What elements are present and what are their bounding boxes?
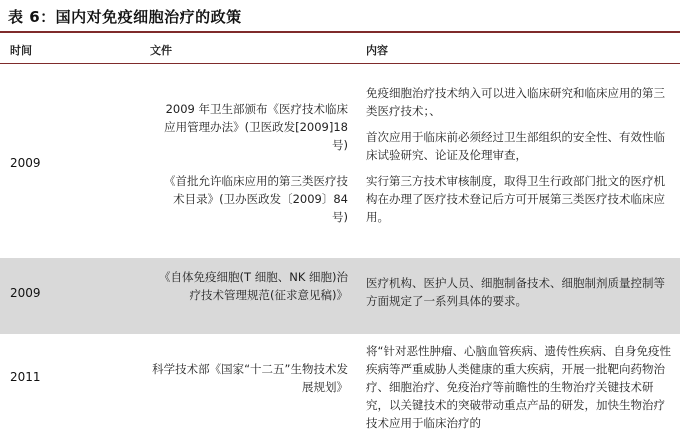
header-file: 文件 (150, 44, 172, 57)
table-row (0, 258, 680, 334)
header-time: 时间 (10, 44, 32, 57)
row-file (150, 268, 348, 304)
file-entry: 《自体免疫细胞(T 细胞、NK 细胞)治疗技术管理规范(征求意见稿)》 (159, 270, 348, 302)
file-entry: 《首批允许临床应用的第三类医疗技术目录》(卫办医政发〔2009〕84 号) (164, 174, 348, 224)
content-paragraph: 医疗机构、医护人员、细胞制备技术、细胞制剂质量控制等方面规定了一系列具体的要求。 (366, 276, 665, 308)
row-year: 2009 (10, 286, 41, 300)
row-content (366, 274, 672, 310)
content-paragraph: 将“针对恶性肿瘤、心脑血管疾病、遗传性疾病、自身免疫性疾病等严重威胁人类健康的重大疾病，开展一批靶向药物治疗、细胞治疗、免疫治疗等前瞻性的生物治疗关键技术研究，以关键技术的突破带动重点产品的研发，加快生物治疗技术应用于临床治疗的 (366, 344, 671, 430)
table-row (0, 334, 680, 433)
file-entry: 科学技术部《国家“十二五”生物技术发展规划》 (152, 362, 348, 394)
row-year: 2011 (10, 370, 41, 384)
row-file (160, 100, 348, 244)
row-file (150, 360, 348, 396)
row-content (366, 342, 672, 432)
header-content: 内容 (366, 44, 388, 57)
file-entry: 2009 年卫生部颁布《医疗技术临床应用管理办法》(卫医政发[2009]18 号) (164, 102, 348, 152)
row-year: 2009 (10, 156, 41, 170)
table-title: 表 6：国内对免疫细胞治疗的政策 (8, 8, 242, 26)
content-paragraph: 免疫细胞治疗技术纳入可以进入临床研究和临床应用的第三类医疗技术；、 (366, 86, 665, 118)
table-row (0, 64, 680, 258)
title-rule (0, 31, 680, 33)
row-content (366, 84, 672, 234)
content-paragraph: 首次应用于临床前必须经过卫生部组织的安全性、有效性临床试验研究、论证及伦理审查， (366, 130, 665, 162)
content-paragraph: 实行第三方技术审核制度，取得卫生行政部门批文的医疗机构在办理了医疗技术登记后方可开展第三类医疗技术临床应用。 (366, 174, 665, 224)
